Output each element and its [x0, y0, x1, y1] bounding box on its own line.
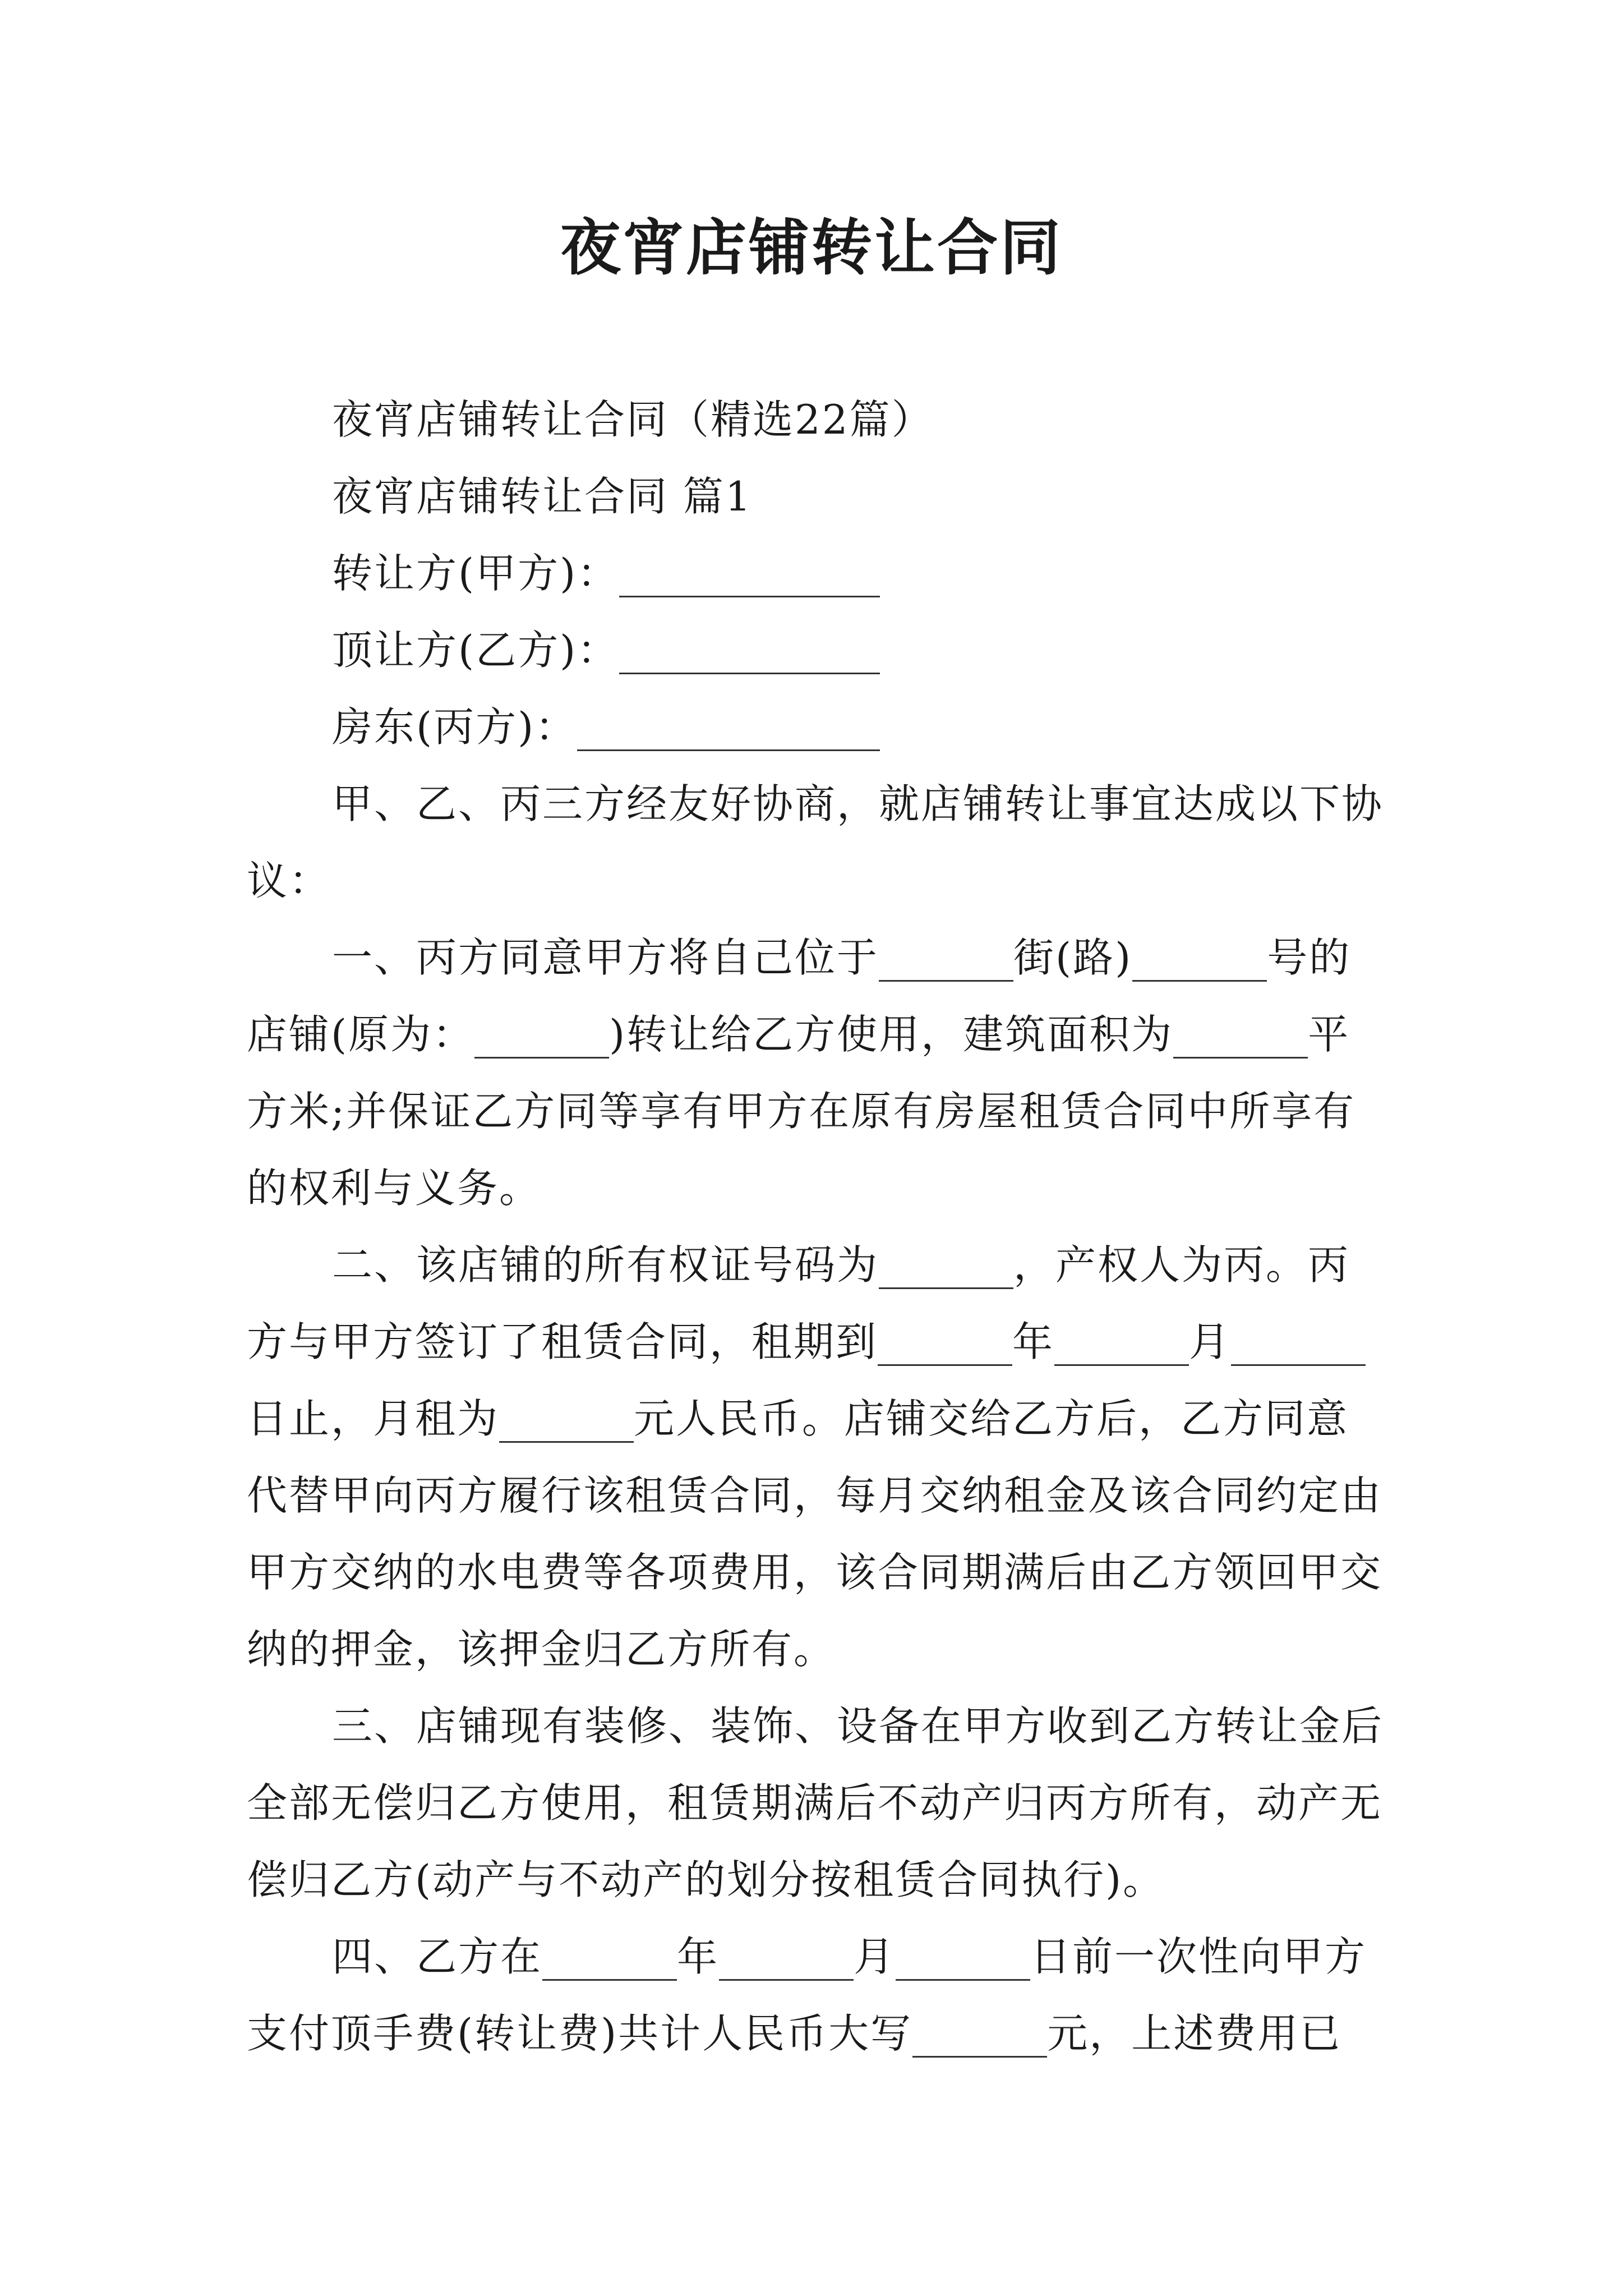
clause-4-text-2: 年 [677, 1933, 720, 1980]
clause-3: 三、店铺现有装修、装饰、设备在甲方收到乙方转让金后全部无偿归乙方使用，租赁期满后不动产归丙方所有，动产无偿归乙方(动产与不动产的划分按租赁合同执行)。 [247, 1703, 1384, 1903]
clause-4-text-5: 元，上述费用已 [1047, 2010, 1342, 2057]
payment-month-blank [719, 1929, 854, 1981]
clause-2-text-4: 月 [1189, 1318, 1232, 1365]
clause-1-text-3: 号的店铺(原为： [247, 934, 1352, 1058]
section-heading: 夜宵店铺转让合同 篇1 [332, 473, 753, 520]
party-transferee [247, 612, 1385, 689]
clause-2 [247, 1227, 1385, 1688]
clause-4-text-4: 日前一次性向甲方支付顶手费(转让费)共计人民币大写 [247, 1933, 1367, 2057]
document-title: 夜宵店铺转让合同 [560, 213, 1063, 283]
party-transferee-label: 顶让方(乙方)： [332, 627, 620, 674]
payment-day-blank [896, 1929, 1030, 1981]
lease-year-blank [878, 1314, 1012, 1366]
transferee-blank [619, 622, 880, 674]
rent-blank [499, 1391, 634, 1443]
original-use-blank [474, 1006, 609, 1059]
clause-2-text-3: 年 [1012, 1318, 1055, 1365]
clause-2-text-5: 日止，月租为 [247, 1395, 500, 1442]
clause-4-text-3: 月 [854, 1933, 896, 1980]
certificate-blank [879, 1237, 1013, 1289]
lease-day-blank [1231, 1314, 1366, 1366]
party-landlord [247, 689, 1385, 766]
subtitle: 夜宵店铺转让合同（精选22篇） [332, 396, 934, 443]
clause-1-text-4: )转让给乙方使用，建筑面积为 [609, 1011, 1174, 1058]
area-blank [1173, 1006, 1308, 1059]
clause-1 [247, 919, 1385, 1227]
landlord-blank [577, 699, 880, 751]
party-transferor-label: 转让方(甲方)： [332, 550, 620, 597]
clause-2-text-2: ，产权人为丙。丙方与甲方签订了租赁合同，租期到 [247, 1241, 1350, 1365]
intro-paragraph: 甲、乙、丙三方经友好协商，就店铺转让事宜达成以下协议： [247, 780, 1384, 904]
lease-month-blank [1054, 1314, 1189, 1366]
clause-1-text-2: 街(路) [1013, 934, 1133, 981]
payment-year-blank [542, 1929, 677, 1981]
clause-1-text-1: 一、丙方同意甲方将自己位于 [332, 934, 879, 981]
number-blank [1132, 930, 1267, 982]
party-landlord-label: 房东(丙方)： [332, 703, 578, 751]
party-transferor [247, 535, 1385, 612]
clause-2-text-6: 元人民币。店铺交给乙方后，乙方同意代替甲向丙方履行该租赁合同，每月交纳租金及该合同约定由甲方交纳的水电费等各项费用，该合同期满后由乙方领回甲交纳的押金，该押金归乙方所有。 [247, 1395, 1383, 1673]
document-body [247, 381, 1385, 2072]
fee-amount-blank [912, 2005, 1047, 2058]
clause-4 [247, 1918, 1385, 2072]
clause-1-text-5: 平方米;并保证乙方同等享有甲方在原有房屋租赁合同中所享有的权利与义务。 [247, 1011, 1356, 1212]
clause-2-text-1: 二、该店铺的所有权证号码为 [332, 1241, 879, 1289]
street-blank [879, 930, 1013, 982]
clause-4-text-1: 四、乙方在 [332, 1933, 543, 1980]
transferor-blank [619, 545, 880, 597]
